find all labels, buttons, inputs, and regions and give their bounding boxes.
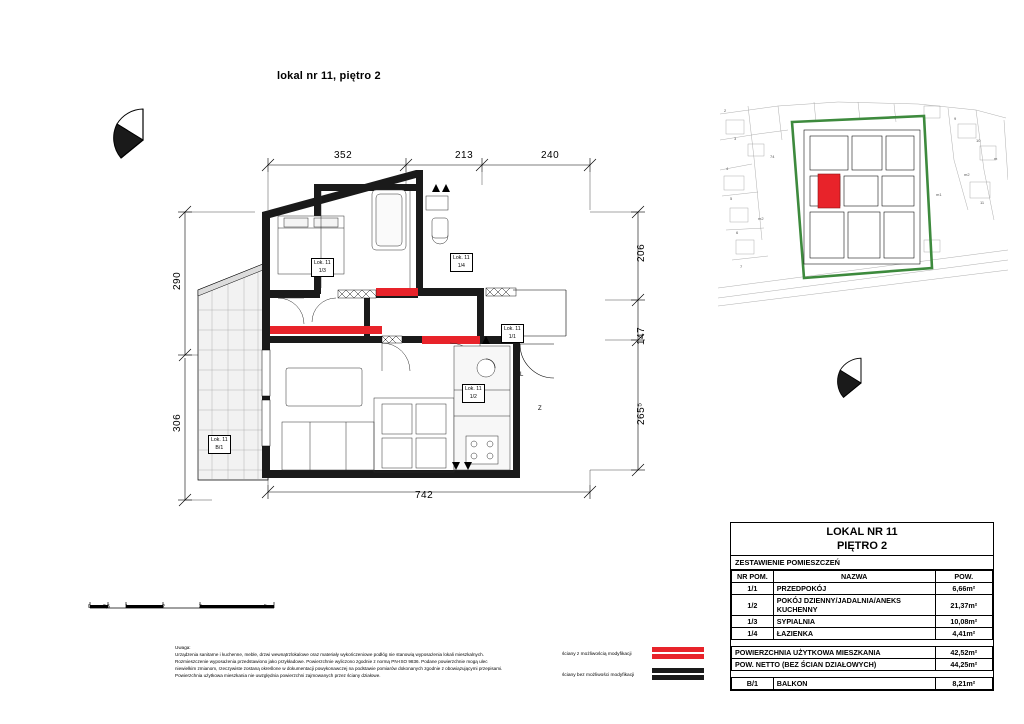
svg-text:2: 2 [724,108,727,113]
svg-text:10: 10 [976,138,981,143]
table-row [732,628,993,640]
row-nazwa: ŁAZIENKA [773,628,935,640]
page-title: lokal nr 11, piętro 2 [277,70,381,82]
row-pow: 10,08m² [935,616,992,628]
legend-swatch-modifiable [652,647,704,661]
room-label-line1: Lok. 11 [314,260,331,266]
svg-text:6: 6 [736,230,739,235]
apartment-summary-table [730,522,994,691]
scale-end-label: 5m [264,604,271,610]
floor-plan-drawing [150,140,670,520]
site-plan-unit-highlight [818,174,840,208]
total-row [732,647,993,659]
svg-text:3: 3 [734,136,737,141]
room-label-line2: 1/2 [469,393,477,400]
table-row [732,595,993,616]
total-label: POWIERZCHNIA UŻYTKOWA MIESZKANIA [732,647,936,659]
dim-left-306: 306 [172,413,183,432]
north-arrow-site [833,355,889,411]
svg-text:5: 5 [730,196,733,201]
room-label-b-1 [208,435,231,454]
dim-top-213: 213 [455,150,474,161]
scale-bar [88,596,288,612]
scale-tick-2: 2 [162,604,165,610]
dim-bottom-742: 742 [415,490,434,501]
balcony-nr: B/1 [732,678,774,690]
svg-text:m: m [994,156,998,161]
room-label-line1: Lok. 11 [504,326,521,332]
row-nr: 1/2 [732,595,774,616]
legend-label-fixed: ściany bez możliwości modyfikacji [562,673,635,678]
dim-right-147: 147 [636,326,647,345]
col-nazwa: NAZWA [773,571,935,583]
dim-left-290: 290 [172,271,183,290]
balcony-table [731,677,993,690]
svg-text:m1: m1 [936,192,942,197]
rooms-table [731,570,993,640]
room-label-line1: Lok. 11 [465,386,482,392]
notes-line-4: Powierzchnia użytkowa mieszkania nie uwzględnia powierzchni zajmowanych przez ściany działowe. [175,672,381,678]
dim-right-265: 265⁵ [636,402,647,425]
balcony-pow: 8,21m² [935,678,992,690]
svg-text:m2: m2 [964,172,970,177]
room-label-line2: 1/3 [318,267,326,274]
table-title-pietro: PIĘTRO 2 [731,539,993,556]
notes-line-2: Rozmieszczenie wyposażenia przedstawiono jako przykładowe. Powierzchnie wyliczono zgodnie z normą PN-ISO 9836. Podane powierzchnie mogą ulec [175,658,488,664]
balcony-row [732,678,993,690]
notes-heading: Uwaga: [175,645,191,650]
notes-line-1: Urządzenia sanitarne i kuchenne, meble, drzwi wewnątrzlokalowe oraz materiały wykończeniowe podłóg nie stanowią wyposażenia lokali mieszkalnych. [175,651,484,657]
table-row [732,616,993,628]
scale-tick-1: 1 [125,604,128,610]
total-value: 44,25m² [935,659,992,671]
row-nr: 1/4 [732,628,774,640]
total-label: POW. NETTO (BEZ ŚCIAN DZIAŁOWYCH) [732,659,936,671]
room-label-line2: 1/1 [508,333,516,340]
notes-line-3: niewielkim zmianom, rzeczywiste zostaną określone w dokumentacji powykonawczej na podstawie pomiarów dokonanych zgodnie z obowiązującymi przepisami. [175,665,503,671]
totals-table [731,646,993,671]
row-nazwa: POKÓJ DZIENNY/JADALNIA/ANEKS KUCHENNY [773,595,935,616]
svg-text:4: 4 [726,166,729,171]
room-label-line1: Lok. 11 [211,437,228,443]
notes-block [175,645,555,679]
col-nr-pom: NR POM. [732,571,774,583]
legend-label-modifiable: ściany z możliwością modyfikacji [562,652,632,657]
col-pow: POW. [935,571,992,583]
table-row [732,583,993,595]
appliance-mark-z: Z [538,406,542,412]
row-pow: 21,37m² [935,595,992,616]
dim-top-352: 352 [334,150,353,161]
room-label-line1: Lok. 11 [453,255,470,261]
row-nr: 1/3 [732,616,774,628]
dim-top-240: 240 [541,150,560,161]
svg-text:11: 11 [980,200,985,205]
room-label-1-3 [311,258,334,277]
scale-tick-0: 0 [88,604,91,610]
room-label-1-4 [450,253,473,272]
row-nazwa: SYPIALNIA [773,616,935,628]
legend-swatch-fixed [652,668,704,682]
room-label-1-2 [462,384,485,403]
svg-text:9: 9 [954,116,957,121]
svg-text:74: 74 [770,154,775,159]
total-value: 42,52m² [935,647,992,659]
room-label-line2: 1/4 [457,262,465,269]
row-pow: 6,66m² [935,583,992,595]
site-plan [718,100,1008,315]
row-nr: 1/1 [732,583,774,595]
dim-right-206: 206 [636,243,647,262]
table-section-header: ZESTAWIENIE POMIESZCZEŃ [731,556,993,570]
room-label-1-1 [501,324,524,343]
row-nazwa: PRZEDPOKÓJ [773,583,935,595]
row-pow: 4,41m² [935,628,992,640]
total-row [732,659,993,671]
scale-tick-3: 3 [199,604,202,610]
table-title-lokal: LOKAL NR 11 [826,526,898,538]
scale-tick-05: 0,5 [103,604,110,610]
svg-text:m2: m2 [758,216,764,221]
room-label-line2: B/1 [215,444,224,451]
table-header-row [732,571,993,583]
balcony-nazwa: BALKON [773,678,935,690]
appliance-mark-l: L [520,372,524,378]
svg-text:7: 7 [740,264,743,269]
